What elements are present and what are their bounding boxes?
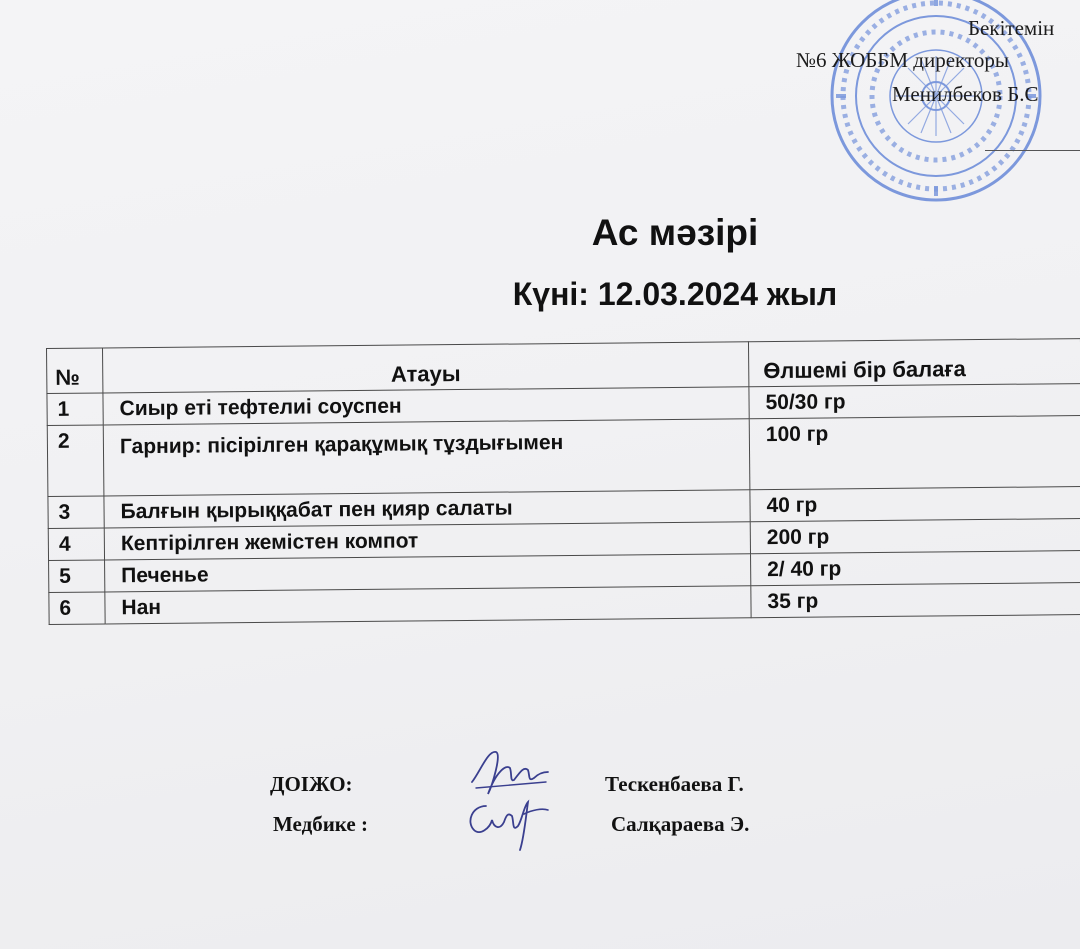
table-row [47,416,1080,497]
row-number: 1 [47,393,103,426]
dish-quantity: 40 гр [750,487,1080,522]
approval-heading: Бекітемін [968,16,1055,40]
menu-table [46,338,1080,625]
dish-quantity: 50/30 гр [749,384,1080,419]
row-number: 2 [47,425,104,497]
dish-quantity: 2/ 40 гр [751,551,1080,586]
header-name: Атауы [103,342,749,393]
handwritten-signature-icon [462,792,552,852]
dish-quantity: 35 гр [751,583,1080,618]
dish-name: Кептірілген жемістен компот [104,522,750,560]
dish-name: Нан [105,586,751,624]
approval-position: №6 ЖОББМ директоры [796,48,1009,72]
dish-quantity: 100 гр [749,416,1080,490]
signature-label: Медбике : [273,812,368,836]
row-number: 5 [49,560,105,593]
approval-signature-line [985,150,1080,151]
row-number: 3 [48,496,104,529]
dish-name: Сиыр еті тефтелиі соуспен [103,387,749,425]
row-number: 6 [49,592,105,625]
menu-date: Күні: 12.03.2024 жыл [512,276,838,312]
signature-person: Тескенбаева Г. [605,772,744,796]
row-number: 4 [48,528,104,561]
approval-block [0,0,1080,160]
header-quantity: Өлшемі бір балаға [748,339,1080,387]
signature-person: Салқараева Э. [611,812,750,836]
dish-name: Балғын қырыққабат пен қияр салаты [104,490,750,528]
page-title: Ас мәзірі [591,212,759,253]
header-number: № [47,348,103,394]
dish-quantity: 200 гр [750,519,1080,554]
dish-name: Печенье [105,554,751,592]
approval-person: Менилбеков Б.С [892,82,1039,106]
dish-name: Гарнир: пісірілген қарақұмық тұздығымен [103,419,750,496]
signature-label: ДОІЖО: [270,772,353,796]
